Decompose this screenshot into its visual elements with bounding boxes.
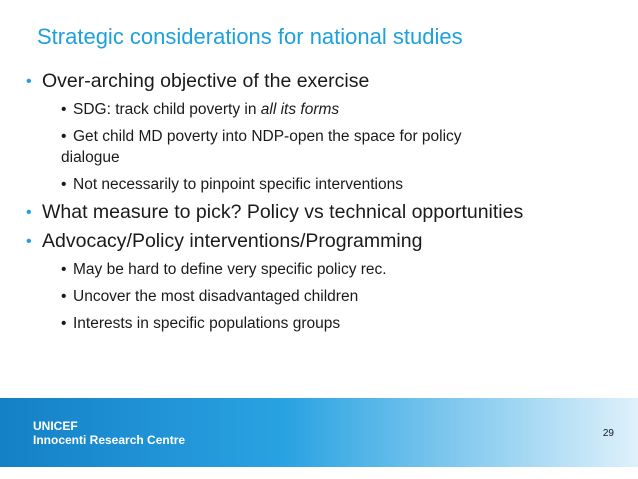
- sub-bullet-text: May be hard to define very specific policy rec.: [73, 261, 387, 278]
- sub-bullet-item: [61, 174, 614, 195]
- sub-bullet-text-continued: dialogue: [61, 149, 120, 166]
- sub-bullet-item: [61, 126, 614, 168]
- bullet-dot-icon: •: [26, 73, 32, 90]
- emphasis-text: all its forms: [260, 101, 340, 118]
- bullet-text: Advocacy/Policy interventions/Programming: [42, 230, 423, 252]
- bullet-item: [24, 230, 614, 253]
- slide-title: Strategic considerations for national studies: [37, 24, 463, 49]
- sub-bullet-dot-icon: •: [61, 101, 67, 118]
- sub-bullet-item: [61, 313, 614, 334]
- footer-org-line1: UNICEF: [33, 419, 78, 433]
- sub-bullet-item: [61, 99, 614, 120]
- bullet-text: Over-arching objective of the exercise: [42, 70, 370, 92]
- sub-bullet-dot-icon: •: [61, 288, 67, 305]
- sub-bullet-dot-icon: •: [61, 261, 67, 278]
- bullet-item: [24, 201, 614, 224]
- sub-bullet-text: Interests in specific populations groups: [73, 315, 341, 332]
- sub-bullet-text: Get child MD poverty into NDP-open the space for policy: [73, 128, 462, 145]
- sub-bullet-dot-icon: •: [61, 128, 67, 145]
- sub-bullet-text: SDG: track child poverty in: [73, 101, 261, 118]
- sub-bullet-text: Uncover the most disadvantaged children: [73, 288, 359, 305]
- page-number: 29: [602, 428, 614, 439]
- footer-org-line2: Innocenti Research Centre: [33, 433, 186, 447]
- sub-bullet-text: Not necessarily to pinpoint specific interventions: [73, 176, 403, 193]
- sub-bullet-item: [61, 259, 614, 280]
- sub-bullet-dot-icon: •: [61, 176, 67, 193]
- bullet-item: [24, 70, 614, 93]
- bullet-dot-icon: •: [26, 233, 32, 250]
- footer-org-logo-text: [33, 419, 185, 447]
- bullet-dot-icon: •: [26, 204, 32, 221]
- sub-bullet-dot-icon: •: [61, 315, 67, 332]
- bullet-list: [24, 70, 614, 340]
- footer-bar: [0, 398, 638, 467]
- sub-bullet-item: [61, 286, 614, 307]
- bullet-text: What measure to pick? Policy vs technical opportunities: [42, 201, 524, 223]
